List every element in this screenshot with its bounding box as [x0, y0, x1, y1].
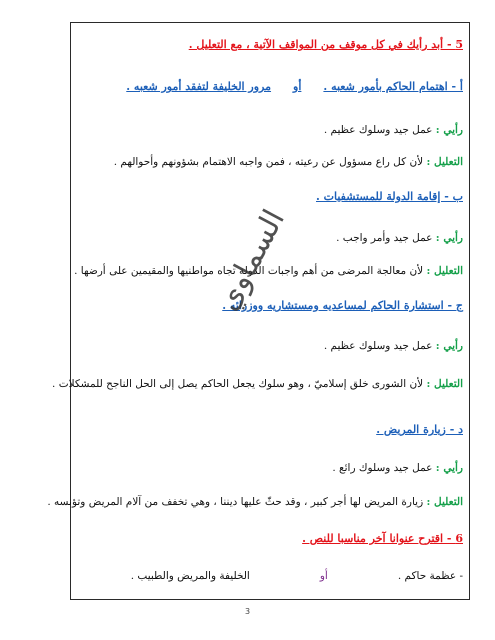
item-a-or: أو: [293, 80, 302, 93]
item-a-title: [126, 80, 463, 93]
q6-answer-a: - عظمة حاكم .: [397, 570, 463, 582]
item-a-opinion: [324, 124, 463, 136]
item-b-title: ب - إقامة الدولة للمستشفيات .: [316, 190, 463, 203]
q6-answer-b: الخليفة والمريض والطبيب .: [130, 570, 250, 582]
item-b-opinion-label: رأيي :: [435, 232, 463, 244]
item-b-opinion: [336, 232, 463, 244]
item-a-reason-label: التعليل :: [426, 156, 463, 168]
item-a-title-b: مرور الخليفة لتفقد أمور شعبه .: [126, 80, 272, 93]
item-a-reason-text: لأن كل راع مسؤول عن رعيته ، فمن واجبه الاهتمام بشؤونهم وأحوالهم .: [113, 156, 424, 168]
q6-heading: 6 - اقترح عنوانا آخر مناسبا للنص .: [302, 532, 463, 545]
item-d-title: د - زيارة المريض .: [376, 423, 463, 436]
item-b-reason-text: لأن معالجة المرضى من أهم واجبات الدولة تجاه مواطنيها والمقيمين على أرضها .: [74, 265, 424, 277]
item-b-opinion-text: عمل جيد وأمر واجب .: [336, 232, 433, 244]
item-d-reason-label: التعليل :: [426, 496, 463, 508]
item-c-opinion-label: رأيي :: [435, 340, 463, 352]
q6-answers: [131, 570, 463, 582]
item-d-opinion: [332, 462, 463, 474]
q5-heading: 5 - أبد رأيك في كل موقف من المواقف الآتية ، مع التعليل .: [188, 38, 463, 51]
item-c-reason: [52, 378, 463, 390]
item-a-title-a: أ - اهتمام الحاكم بأمور شعبه .: [323, 80, 463, 93]
item-c-title: ج - استشارة الحاكم لمساعديه ومستشاريه ووزرائه .: [222, 299, 463, 312]
item-d-opinion-text: عمل جيد وسلوك رائع .: [332, 462, 433, 474]
item-a-opinion-text: عمل جيد وسلوك عظيم .: [323, 124, 433, 136]
item-c-opinion-text: عمل جيد وسلوك عظيم .: [323, 340, 433, 352]
watermark-signature: السماوي: [210, 204, 292, 317]
item-c-opinion: [324, 340, 463, 352]
item-d-reason: [47, 496, 463, 508]
q6-or: أو: [319, 570, 328, 582]
item-c-reason-text: لأن الشورى خلق إسلاميّ ، وهو سلوك يجعل الحاكم يصل إلى الحل الناجح للمشكلات .: [52, 378, 424, 390]
page-number: 3: [244, 607, 251, 616]
item-d-opinion-label: رأيي :: [435, 462, 463, 474]
item-b-reason-label: التعليل :: [426, 265, 463, 277]
item-c-reason-label: التعليل :: [426, 378, 463, 390]
item-b-reason: [74, 265, 463, 277]
item-a-reason: [114, 156, 463, 168]
item-d-reason-text: زيارة المريض لها أجر كبير ، وقد حثّ عليها ديننا ، وهي تخفف من آلام المريض وتؤنسه .: [47, 496, 424, 508]
item-a-opinion-label: رأيي :: [435, 124, 463, 136]
